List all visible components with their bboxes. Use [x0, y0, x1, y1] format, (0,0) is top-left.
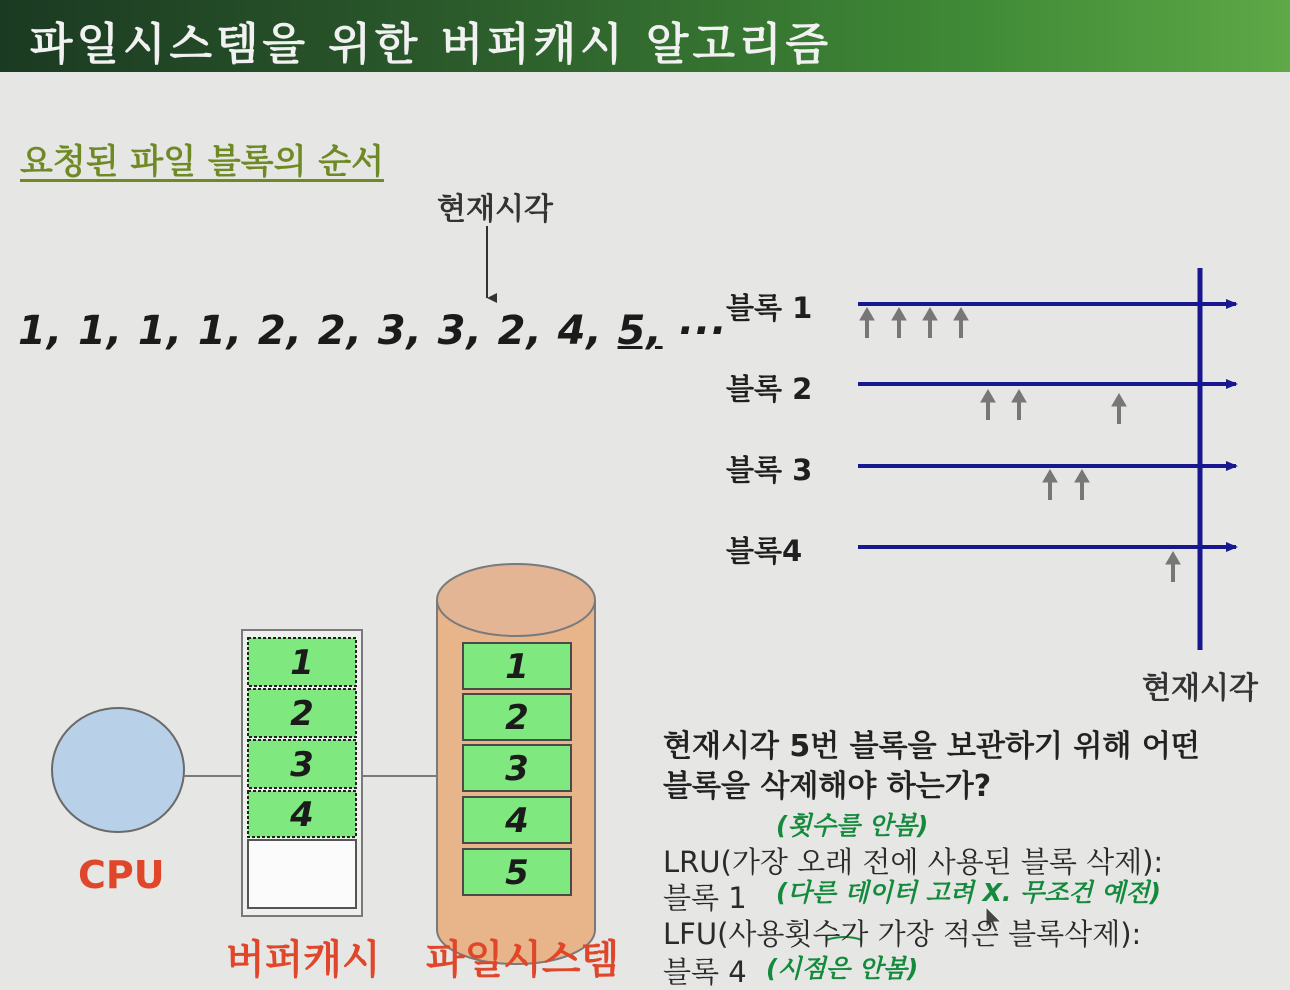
buffer-slot-4-label: 4	[290, 795, 314, 835]
handwritten-note-3: (시점은 안봄)	[766, 954, 919, 983]
sequence-suffix: ···	[662, 308, 727, 354]
access-arrow-b4-1	[1166, 552, 1180, 582]
timeline-label-block-4: 블록4	[726, 534, 803, 568]
question-line-2: 블록을 삭제해야 하는가?	[663, 769, 992, 804]
file-system-cylinder-top	[437, 564, 595, 636]
timeline-label-block-3: 블록 3	[726, 453, 813, 487]
buffer-slot-2-label: 2	[290, 694, 314, 734]
buffer-slot-1-label: 1	[290, 643, 314, 683]
access-arrow-b2-1	[981, 390, 995, 420]
lru-description: LRU(가장 오래 전에 사용된 블록 삭제):	[663, 845, 1164, 879]
fs-block-2-label: 2	[505, 698, 529, 738]
access-arrows	[860, 308, 1180, 582]
access-arrow-b1-2	[892, 308, 906, 338]
access-arrow-b3-2	[1075, 470, 1089, 500]
section-title: 요청된 파일 블록의 순서	[20, 142, 384, 182]
timeline-label-block-2: 블록 2	[726, 372, 813, 406]
file-system-label: 파일시스템	[426, 937, 620, 983]
lfu-answer: 블록 4	[663, 955, 747, 989]
buffer-cache-label: 버퍼캐시	[226, 937, 381, 983]
current-time-label-right: 현재시각	[1142, 671, 1258, 706]
fs-block-5-label: 5	[505, 853, 529, 893]
access-arrow-b2-3	[1112, 394, 1126, 424]
fs-block-1-label: 1	[505, 647, 529, 687]
access-arrow-b2-2	[1012, 390, 1026, 420]
lfu-description: LFU(사용횟수가 가장 적은 블록삭제):	[663, 917, 1142, 951]
buffer-slot-3-label: 3	[290, 745, 314, 785]
access-arrow-b1-4	[954, 308, 968, 338]
fs-block-3-label: 3	[505, 749, 529, 789]
fs-block-4-label: 4	[505, 801, 529, 841]
timeline-label-block-1: 블록 1	[726, 291, 813, 325]
access-arrow-b1-3	[923, 308, 937, 338]
sequence-current: 5,	[617, 308, 663, 354]
page-title: 파일시스템을 위한 버퍼캐시 알고리즘	[30, 19, 833, 70]
handwritten-note-1: (횟수를 안봄)	[776, 811, 929, 840]
access-arrow-b3-1	[1043, 470, 1057, 500]
lru-answer: 블록 1	[663, 881, 747, 915]
access-arrow-b1-1	[860, 308, 874, 338]
cpu-circle	[52, 708, 184, 832]
question-line-1: 현재시각 5번 블록을 보관하기 위해 어떤	[663, 729, 1200, 764]
question-text	[663, 727, 1200, 807]
sequence-prefix: 1, 1, 1, 1, 2, 2, 3, 3, 2, 4,	[18, 308, 618, 354]
current-time-label-top: 현재시각	[437, 192, 553, 227]
buffer-slot-empty	[248, 840, 356, 908]
handwritten-note-2: (다른 데이터 고려 X. 무조건 예전)	[776, 878, 1161, 907]
cpu-label: CPU	[78, 853, 165, 897]
